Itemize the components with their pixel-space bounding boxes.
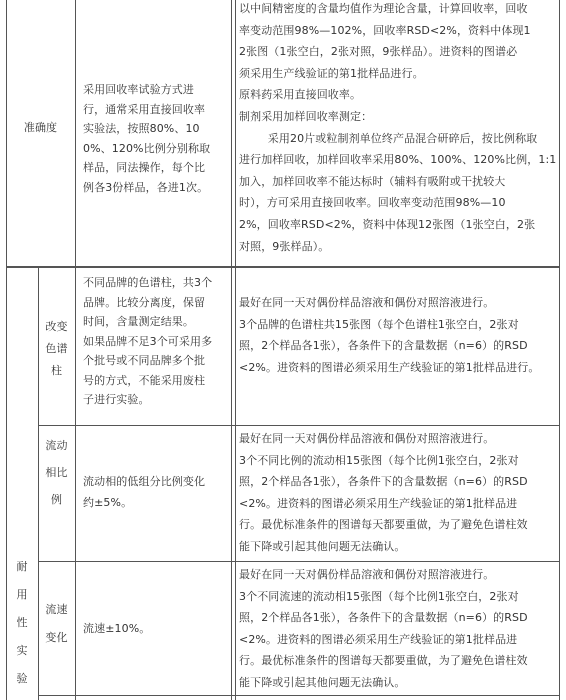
table-row [38,562,560,695]
row-method: 不同品牌的色谱柱，共3个 品牌。比较分离度，保留 时间，含量测定结果。 如果品牌不足3个可采用多 个批号或不同品牌多个批 号的方式，不能采用废柱 子进行实验。 [83,276,213,406]
row-requirement: 最好在同一天对偶份样品溶液和偶份对照溶液进行。 3个不同比例的流动相15张图（每个比例1张空白，2张对 照，2个样品各1张），各条件下的含量数据（n=6）的RSD <2%。进资料的图谱必须采用生产线验证的第1批样品进 行。最优标准条件的图谱每天都要重做，为了避免色谱柱效 能下降或引起其他问题无法确认。 [239,432,528,553]
robustness-label: 耐 用 性 实 验 [16,560,28,685]
row-requirement: 最好在同一天对偶份样品溶液和偶份对照溶液进行。 3个品牌的色谱柱共15张图（每个色谱柱1张空白，2张对 照，2个样品各1张），各条件下的含量数据（n=6）的RSD <2%。进资料的图谱必须采用生产线验证的第1批样品进行。 [239,296,540,374]
row-sub-label: 流动 相比 例 [45,439,68,506]
accuracy-requirement: 以中间精密度的含量均值作为理论含量，计算回收率，回收 率变动范围98%—102%，回收率RSD<2%，资料中体现1 2张图（1张空白，2张对照，9张样品）。进资料的图谱必 须采用生产线验证的第1批样品进行。 原料药采用直接回收率。 制剂采用加样回收率测定： 采用20片或粒制剂单位终产品混合研碎后，按比例称取 进行加样回收，加样回收率采用80%、100%、120%比例，1:1 加入，加样回收率不能达标时（辅料有吸附或干扰较大 时），方可采用直接回收率。回收率变动范围98%—10 2%，回收率RSD<2%，资料中体现12张图（1张空白，2张 对照，9张样品）。 [239,2,557,253]
row-method: 流动相的低组分比例变化 约±5%。 [83,475,206,509]
row-requirement: 最好在同一天对偶份样品溶液和偶份对照溶液进行。 3个不同流速的流动相15张图（每个比例1张空白，2张对 照，2个样品各1张），各条件下的含量数据（n=6）的RSD <2%。进资料的图谱必须采用生产线验证的第1批样品进 行。最优标准条件的图谱每天都要重做，为了避免色谱柱效 能下降或引起其他问题无法确认。 [239,568,528,689]
accuracy-row [6,0,560,266]
row-method: 流速±10%。 [83,622,151,635]
table-row [38,268,560,425]
accuracy-method: 采用回收率试验方式进 行，通常采用直接回收率 实验法，按照80%、10 0%、120%比例分别称取 样品，同法操作，每个比 例各3份样品，各进1次。 [83,83,211,194]
accuracy-label: 准确度 [23,121,58,134]
row-sub-label: 流速 变化 [45,603,68,644]
row-sub-label: 改变 色谱 柱 [45,320,68,377]
table-row [38,426,560,561]
